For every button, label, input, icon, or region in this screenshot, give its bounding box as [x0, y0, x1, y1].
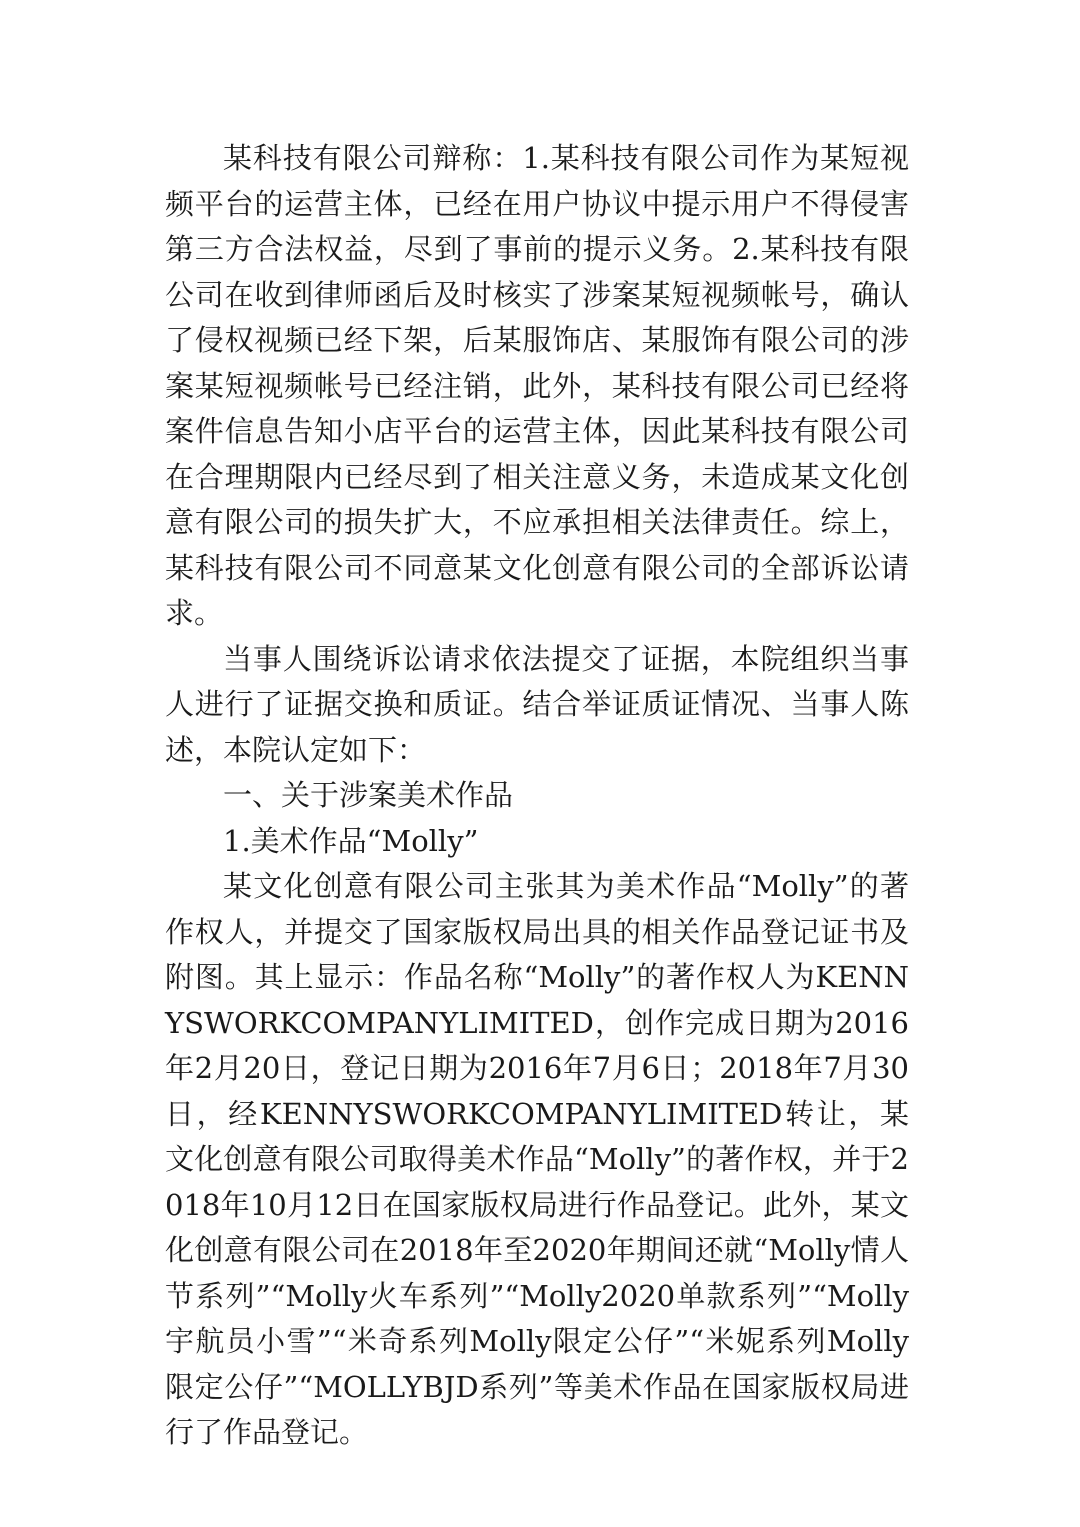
- subsection-heading-molly: 1.美术作品“Molly”: [223, 823, 479, 858]
- paragraph-molly-copyright: 某文化创意有限公司主张其为美术作品“Molly”的著作权人，并提交了国家版权局出具的相关作品登记证书及附图。其上显示：作品名称“Molly”的著作权人为KENNYSWORKCOMPANYLIMITED，创作完成日期为2016年2月20日，登记日期为2016年7月6日；2018年7月30日，经KENNYSWORKCOMPANYLIMITED转让，某文化创意有限公司取得美术作品“Molly”的著作权，并于2018年10月12日在国家版权局进行作品登记。此外，某文化创意有限公司在2018年至2020年期间还就“Molly情人节系列”“Molly火车系列”“Molly2020单款系列”“Molly宇航员小雪”“米奇系列Molly限定公仔”“米妮系列Molly限定公仔”“MOLLYBJD系列”等美术作品在国家版权局进行了作品登记。: [165, 869, 909, 1449]
- document-body: [165, 136, 909, 1456]
- paragraph-evidence-intro: 当事人围绕诉讼请求依法提交了证据，本院组织当事人进行了证据交换和质证。结合举证质证情况、当事人陈述，本院认定如下：: [165, 641, 909, 767]
- paragraph-defense-statement: 某科技有限公司辩称：1.某科技有限公司作为某短视频平台的运营主体，已经在用户协议中提示用户不得侵害第三方合法权益，尽到了事前的提示义务。2.某科技有限公司在收到律师函后及时核实了涉案某短视频帐号，确认了侵权视频已经下架，后某服饰店、某服饰有限公司的涉案某短视频帐号已经注销，此外，某科技有限公司已经将案件信息告知小店平台的运营主体，因此某科技有限公司在合理期限内已经尽到了相关注意义务，未造成某文化创意有限公司的损失扩大，不应承担相关法律责任。综上，某科技有限公司不同意某文化创意有限公司的全部诉讼请求。: [165, 141, 909, 630]
- section-heading-artworks: 一、关于涉案美术作品: [223, 778, 514, 812]
